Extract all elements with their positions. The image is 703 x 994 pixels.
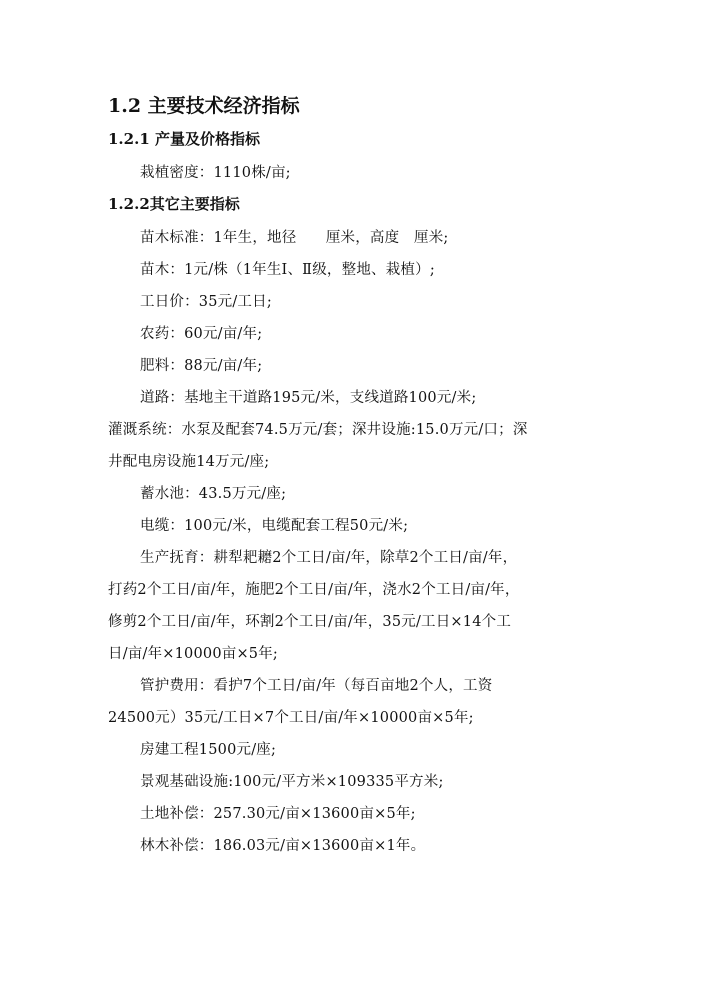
paragraph-tending-line-4: 日/亩/年×10000亩×5年; [108, 646, 279, 662]
paragraph-roads: 道路：基地主干道路195元/米，支线道路100元/米; [140, 390, 477, 406]
paragraph-management-line-2: 24500元）35元/工日×7个工日/亩/年×10000亩×5年; [108, 710, 474, 726]
paragraph-management-line-1: 管护费用：看护7个工日/亩/年（每百亩地2个人，工资 [140, 678, 493, 694]
paragraph-planting-density: 栽植密度：1110株/亩; [140, 165, 291, 181]
paragraph-cable: 电缆：100元/米，电缆配套工程50元/米; [140, 518, 409, 534]
section-heading: 1.2 主要技术经济指标 [108, 95, 300, 117]
paragraph-pesticide: 农药：60元/亩/年; [140, 326, 263, 342]
paragraph-seedling-standard: 苗木标准：1年生，地径 厘米，高度 厘米; [140, 230, 449, 246]
paragraph-land-compensation: 土地补偿：257.30元/亩×13600亩×5年; [140, 806, 416, 822]
subsection-heading-other: 1.2.2其它主要指标 [108, 195, 240, 213]
paragraph-landscape: 景观基础设施:100元/平方米×109335平方米; [140, 774, 444, 790]
paragraph-seedling-price: 苗木：1元/株（1年生Ⅰ、Ⅱ级，整地、栽植）; [140, 262, 435, 278]
paragraph-tending-line-1: 生产抚育：耕犁耙耱2个工日/亩/年，除草2个工日/亩/年， [140, 550, 518, 566]
paragraph-irrigation-line-2: 井配电房设施14万元/座; [108, 454, 270, 470]
paragraph-labor-price: 工日价：35元/工日; [140, 294, 272, 310]
paragraph-reservoir: 蓄水池：43.5万元/座; [140, 486, 287, 502]
paragraph-tending-line-2: 打药2个工日/亩/年，施肥2个工日/亩/年，浇水2个工日/亩/年， [108, 582, 520, 598]
subsection-heading-yield: 1.2.1 产量及价格指标 [108, 130, 260, 148]
paragraph-forest-compensation: 林木补偿：186.03元/亩×13600亩×1年。 [140, 838, 426, 854]
paragraph-housing: 房建工程1500元/座; [140, 742, 277, 758]
paragraph-fertilizer: 肥料：88元/亩/年; [140, 358, 263, 374]
paragraph-irrigation-line-1: 灌溉系统：水泵及配套74.5万元/套；深井设施:15.0万元/口；深 [108, 422, 528, 438]
paragraph-tending-line-3: 修剪2个工日/亩/年，环割2个工日/亩/年，35元/工日×14个工 [108, 614, 512, 630]
